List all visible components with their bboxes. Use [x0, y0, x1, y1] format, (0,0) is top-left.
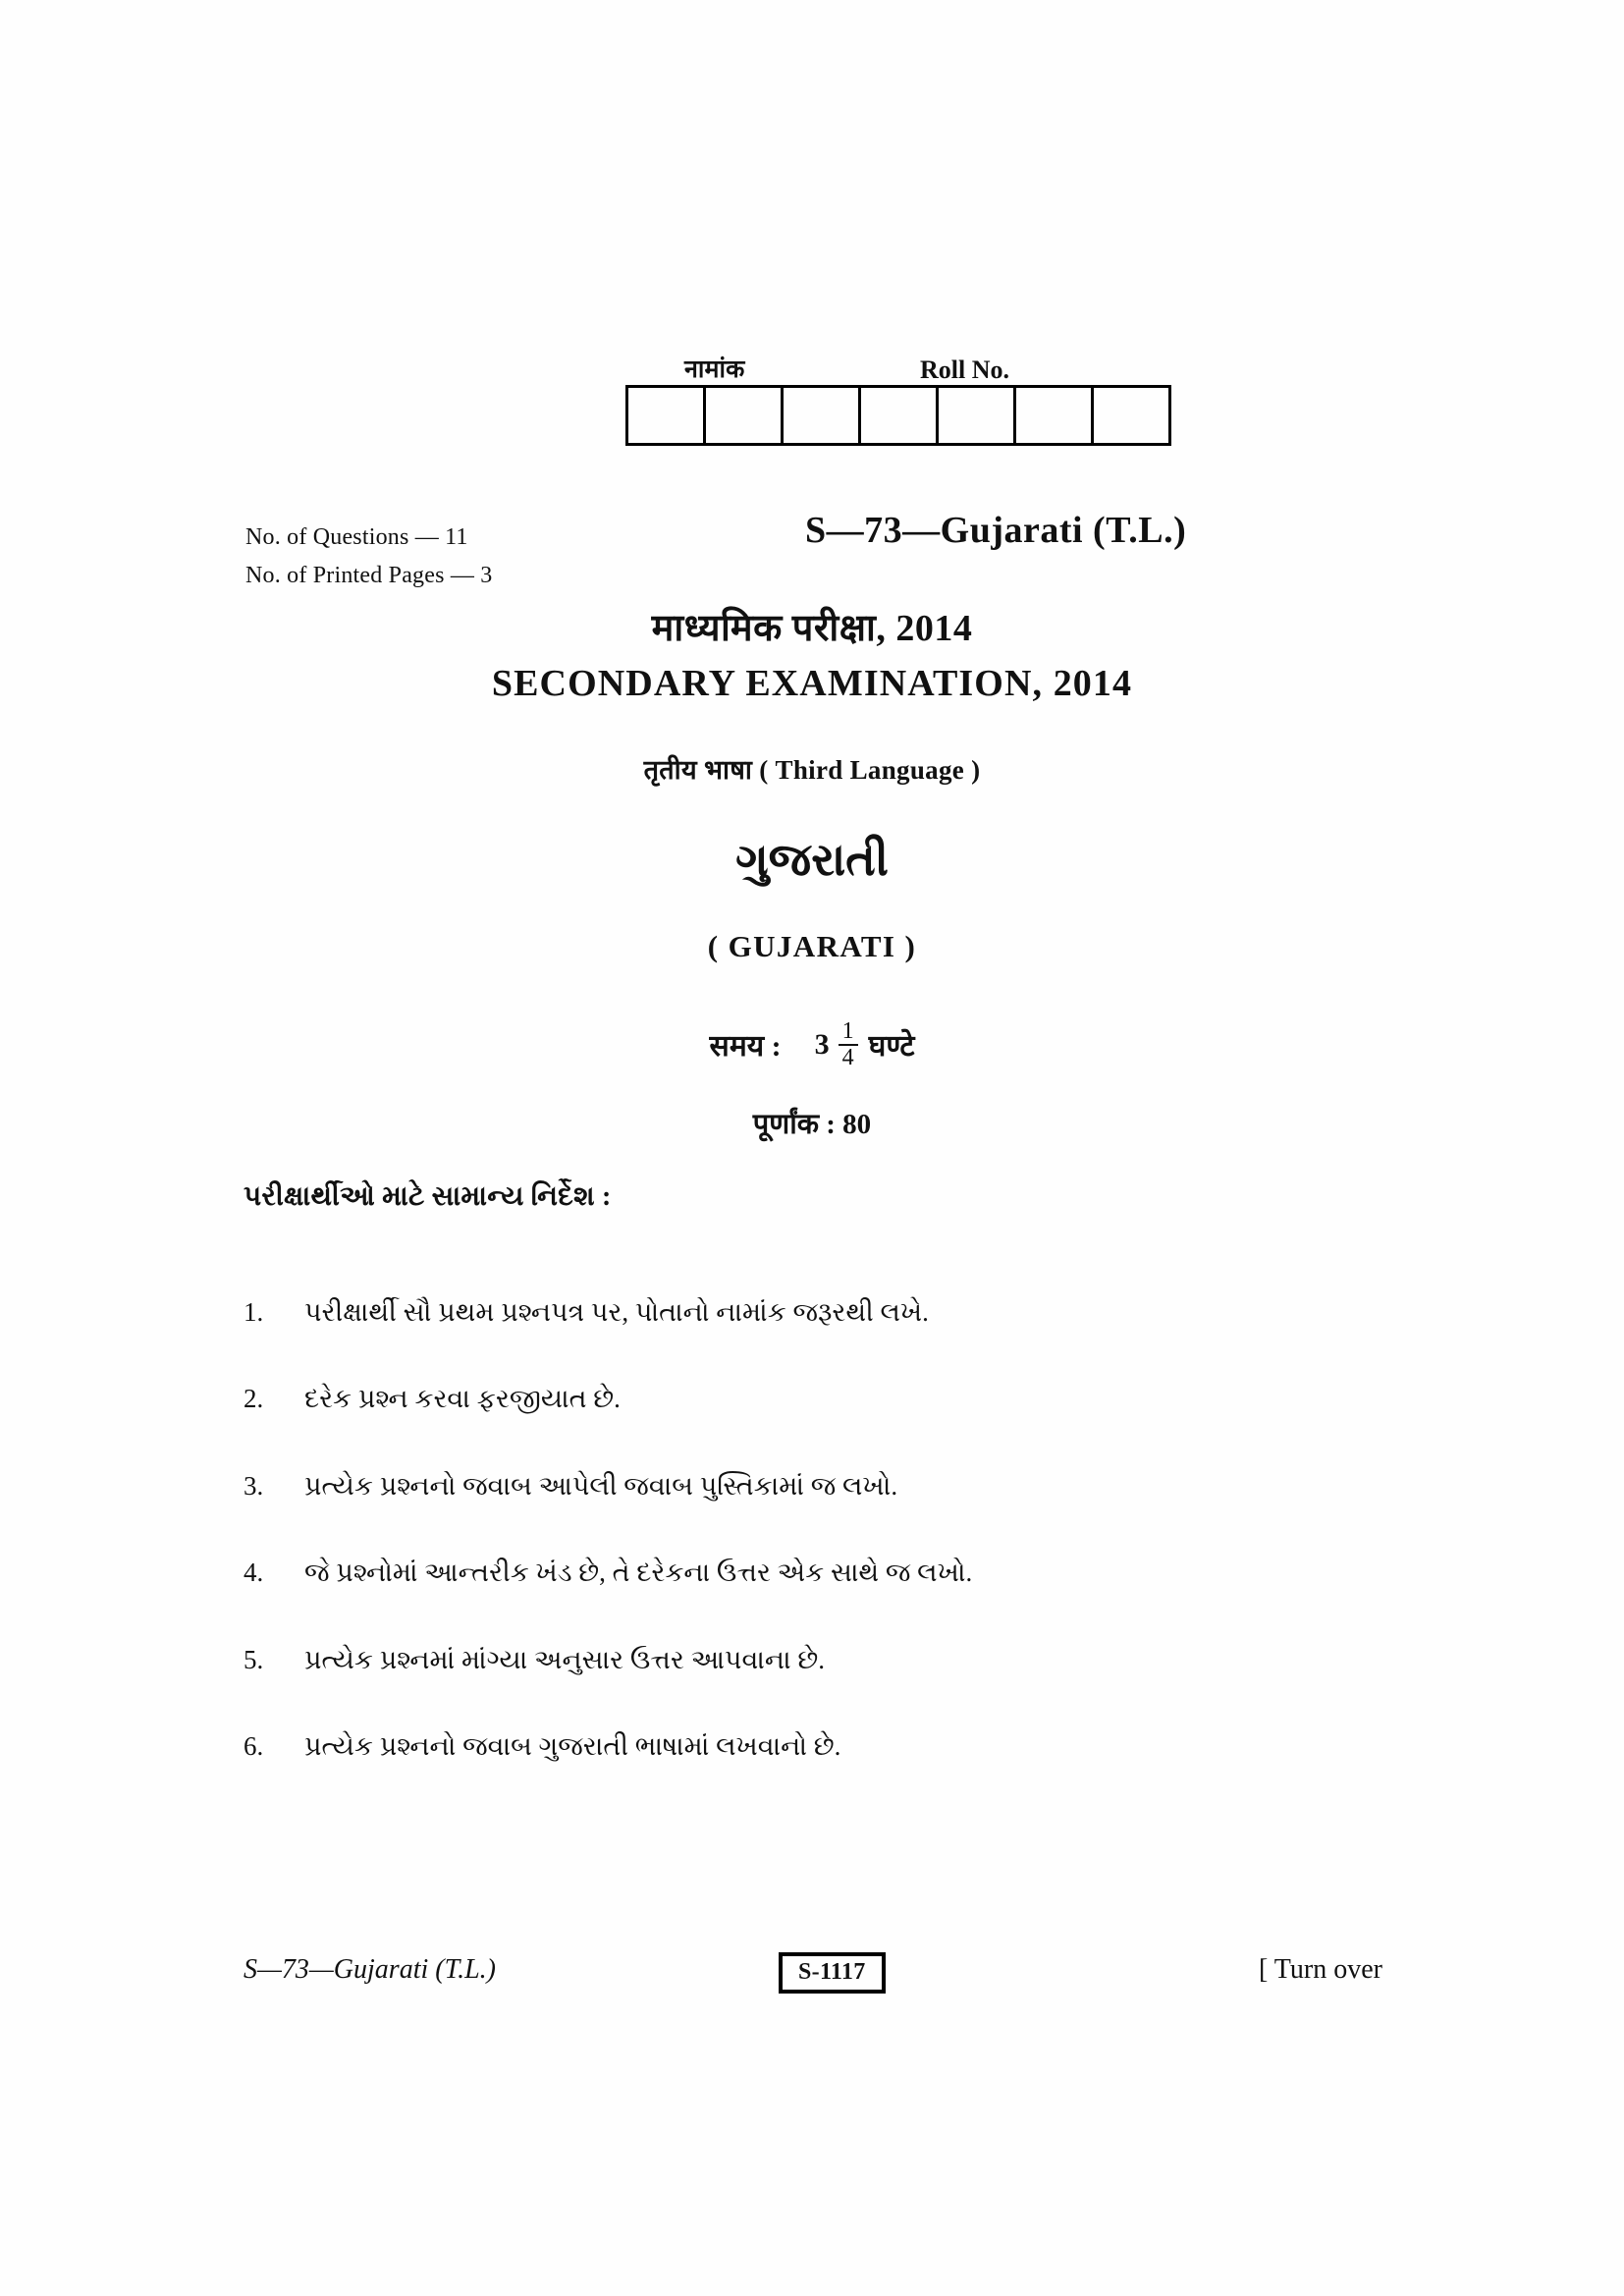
instruction-item — [244, 1294, 1382, 1330]
title-block — [0, 601, 1624, 1008]
time-fraction — [839, 1019, 858, 1070]
maximum-marks: पूर्णांक : 80 — [752, 1109, 872, 1140]
instruction-text: પ્રત્યેક પ્રશ્નનો જવાબ ગુજરાતી ભાષામાં લખવાનો છે. — [304, 1731, 841, 1762]
roll-number-grid[interactable] — [625, 385, 1171, 446]
roll-number-section — [625, 346, 1171, 446]
instruction-item — [244, 1381, 1382, 1416]
turn-over-label: [ Turn over — [1258, 1954, 1382, 1985]
time-label: समय : — [709, 1030, 782, 1064]
instruction-number: 1. — [244, 1297, 264, 1327]
instruction-item — [244, 1555, 1382, 1590]
instruction-item — [244, 1468, 1382, 1503]
roll-number-cell[interactable] — [861, 388, 939, 443]
instruction-text: પ્રત્યેક પ્રશ્નમાં માંગ્યા અનુસાર ઉત્તર આપવાના છે. — [304, 1644, 825, 1674]
instruction-item — [244, 1642, 1382, 1677]
instruction-text: પ્રત્યેક પ્રશ્નનો જવાબ આપેલી જવાબ પુસ્તિકામાં જ લખો. — [304, 1470, 898, 1501]
footer-series-code: S-1117 — [779, 1952, 886, 1994]
instruction-text: જે પ્રશ્નોમાં આન્તરીક ખંડ છે, તે દરેકના ઉત્તર એક સાથે જ લખો. — [304, 1558, 973, 1588]
no-of-questions: No. of Questions — 11 — [245, 524, 468, 550]
roll-number-cell[interactable] — [784, 388, 861, 443]
time-unit: घण्टे — [868, 1030, 915, 1064]
instruction-number: 4. — [244, 1558, 264, 1588]
paper-meta-info — [245, 519, 492, 595]
instruction-number: 3. — [244, 1470, 264, 1501]
instructions-list — [244, 1294, 1382, 1816]
instruction-text: દરેક પ્રશ્ન કરવા ફરજીયાત છે. — [304, 1384, 621, 1414]
roll-number-cell[interactable] — [628, 388, 706, 443]
fraction-numerator: 1 — [841, 1018, 854, 1044]
roll-number-cell[interactable] — [939, 388, 1016, 443]
instruction-text: પરીક્ષાર્થી સૌ પ્રથમ પ્રશ્નપત્ર પર, પોતાનો નામાંક જરૂરથી લખે. — [304, 1297, 929, 1327]
no-of-printed-pages: No. of Printed Pages — 3 — [245, 562, 493, 588]
exam-title-hindi: माध्यमिक परीक्षा, 2014 — [651, 608, 973, 649]
time-whole-number: 3 — [814, 1027, 830, 1061]
namank-label: नामांक — [684, 356, 745, 383]
instruction-number: 2. — [244, 1384, 264, 1414]
instruction-number: 5. — [244, 1644, 264, 1674]
instruction-number: 6. — [244, 1731, 264, 1762]
exam-title-english: SECONDARY EXAMINATION, 2014 — [491, 663, 1133, 704]
instruction-item — [244, 1728, 1382, 1764]
footer-paper-code: S—73—Gujarati (T.L.) — [244, 1954, 496, 1985]
roll-number-cell[interactable] — [1094, 388, 1168, 443]
instructions-heading: પરીક્ષાર્થીઓ માટે સામાન્ય નિર્દેશ : — [244, 1181, 612, 1212]
roll-number-labels — [625, 346, 1171, 385]
subject-title-gujarati: ગુજરાતી — [735, 835, 889, 885]
subject-title-english: ( GUJARATI ) — [707, 929, 917, 963]
roll-number-cell[interactable] — [1016, 388, 1094, 443]
page-footer — [244, 1952, 1382, 1997]
roll-number-cell[interactable] — [706, 388, 784, 443]
third-language-label: तृतीय भाषा ( Third Language ) — [643, 755, 981, 785]
roll-no-label: Roll No. — [920, 355, 1009, 384]
fraction-denominator: 4 — [839, 1044, 858, 1070]
time-allowed-row — [0, 1019, 1624, 1070]
paper-code: S—73—Gujarati (T.L.) — [805, 510, 1187, 551]
